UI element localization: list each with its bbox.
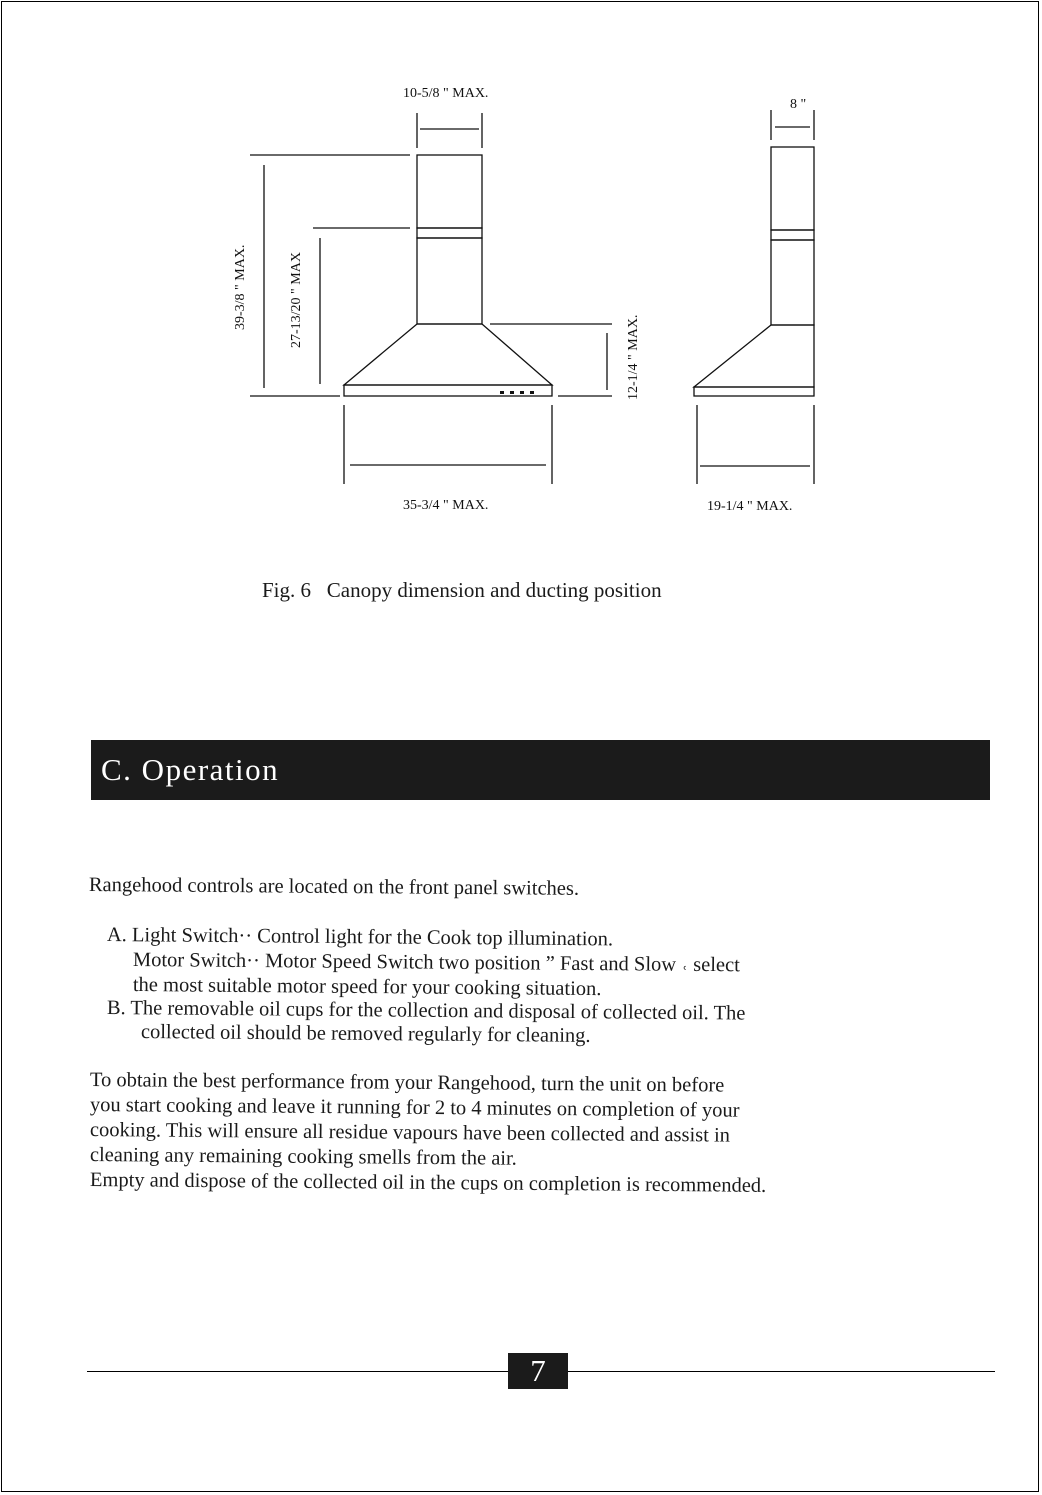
canopy-dimension-figure (0, 0, 1042, 620)
paragraph-line3: cooking. This will ensure all residue vapours have been collected and assist in (89, 1119, 731, 1147)
item-a-line2: Motor Switch·· Motor Speed Switch two position ˮ Fast and Slow ˓ select (132, 949, 740, 977)
dim-overall-height: 39-3/8 " MAX. (233, 244, 248, 330)
item-a-line3: the most suitable motor speed for your cooking situation. (132, 974, 602, 1001)
footer-rule-right (568, 1371, 995, 1372)
front-canopy (344, 324, 552, 385)
item-b-line1: B. The removable oil cups for the collection and disposal of collected oil. The (106, 997, 746, 1025)
dim-bottom-width: 35-3/4 " MAX. (403, 498, 489, 513)
paragraph-line4: cleaning any remaining cooking smells from the air. (89, 1144, 517, 1170)
paragraph-line5: Empty and dispose of the collected oil in the cups on completion is recommended. (89, 1169, 767, 1197)
dim-top-width: 10-5/8 " MAX. (403, 86, 489, 101)
figure-caption: Fig. 6 Canopy dimension and ducting position (262, 578, 662, 602)
side-chimney-collar (771, 230, 814, 240)
dim-canopy-height: 12-1/4 " MAX. (626, 314, 641, 400)
side-panel (694, 387, 814, 396)
item-a-line1: A. Light Switch·· Control light for the Cook top illumination. (106, 924, 614, 951)
section-header (91, 740, 990, 800)
footer-rule-left (87, 1371, 508, 1372)
paragraph-line2: you start cooking and leave it running for 2 to 4 minutes on completion of your (89, 1094, 740, 1122)
section-title: C. Operation (101, 752, 280, 787)
side-canopy (694, 325, 814, 387)
front-control-panel (344, 385, 552, 396)
item-b-line2: collected oil should be removed regularly for cleaning. (140, 1021, 591, 1047)
front-chimney-lower (417, 238, 482, 324)
page-number: 7 (508, 1353, 568, 1389)
front-chimney-upper (417, 155, 482, 228)
front-chimney-collar (417, 228, 482, 238)
dim-side-top: 8 " (790, 97, 807, 112)
dim-chimney-height: 27-13/20 " MAX (289, 252, 304, 348)
side-chimney-lower (771, 240, 814, 325)
dim-side-depth: 19-1/4 " MAX. (707, 499, 793, 514)
intro-text: Rangehood controls are located on the front panel switches. (88, 874, 580, 900)
side-chimney-upper (771, 147, 814, 230)
paragraph-line1: To obtain the best performance from your Rangehood, turn the unit on before (89, 1069, 725, 1097)
control-buttons (500, 391, 534, 394)
